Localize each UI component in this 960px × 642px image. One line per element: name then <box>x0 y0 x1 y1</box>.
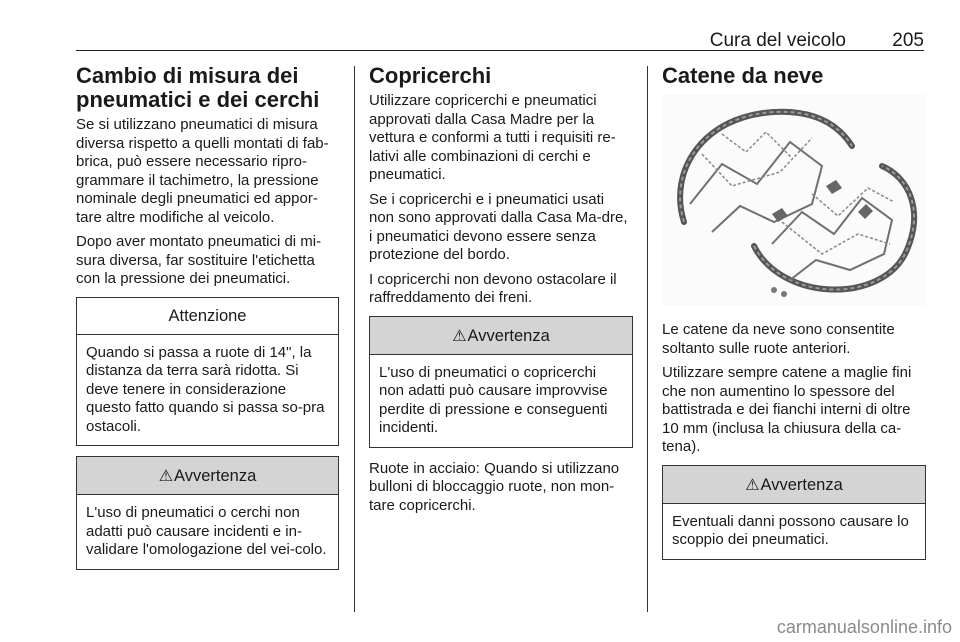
paragraph: Utilizzare sempre catene a maglie fini che non aumentino lo spessore del battistrada e dei fianchi interni di oltre 10 mm (inclusa la chiusura della ca-tena). <box>662 364 912 455</box>
column-snow-chains <box>662 64 926 560</box>
warning-header <box>77 457 338 495</box>
paragraph: Le catene da neve sono consentite soltanto sulle ruote anteriori. <box>662 321 895 357</box>
section-title: Cura del veicolo <box>709 30 846 51</box>
warning-title: Avvertenza <box>467 326 550 345</box>
snow-chain-illustration <box>662 94 926 306</box>
warning-box <box>76 456 339 570</box>
warning-icon: ⚠ <box>158 468 174 485</box>
warning-box <box>369 316 633 448</box>
warning-body: L'uso di pneumatici o copricerchi non adatti può causare improvvise perdite di pressione e conseguenti incidenti. <box>379 363 608 436</box>
paragraph: Dopo aver montato pneumatici di mi-sura diversa, far sostituire l'etichetta con la pressione dei pneumatici. <box>76 233 322 287</box>
watermark: carmanualsonline.info <box>776 617 952 637</box>
warning-header <box>663 466 925 504</box>
warning-icon: ⚠ <box>745 476 760 494</box>
warning-box <box>662 465 926 560</box>
warning-title: Avvertenza <box>760 475 843 494</box>
warning-header <box>370 317 632 355</box>
heading-snow-chains: Catene da neve <box>662 63 824 88</box>
column-divider <box>354 66 355 612</box>
paragraph: Se si utilizzano pneumatici di misura diversa rispetto a quelli montati di fab-brica, può essere necessario ripro-grammare il tachimetro, la pressione nominale degli pneumatici ed appor-tare altre modifiche al veicolo. <box>76 116 329 226</box>
page-header <box>76 28 924 51</box>
heading-tyre-size: Cambio di misura dei pneumatici e dei cerchi <box>76 63 320 112</box>
notice-body: Quando si passa a ruote di 14", la distanza da terra sarà ridotta. Si deve tenere in considerazione questo fatto quando si passa so-pra ostacoli. <box>86 343 325 435</box>
paragraph: Ruote in acciaio: Quando si utilizzano bulloni di bloccaggio ruote, non mon-tare copricerchi. <box>369 459 620 514</box>
notice-title: Attenzione <box>77 298 338 335</box>
page-number: 205 <box>892 30 924 51</box>
warning-body: L'uso di pneumatici o cerchi non adatti può causare incidenti e in-validare l'omologazione del vei-colo. <box>86 504 327 558</box>
warning-icon: ⚠ <box>452 327 467 345</box>
warning-body: Eventuali danni possono causare lo scoppio dei pneumatici. <box>672 512 909 548</box>
column-wheel-covers <box>369 64 633 521</box>
warning-title: Avvertenza <box>174 467 257 485</box>
paragraph: Se i copricerchi e i pneumatici usati non sono approvati dalla Casa Ma-dre, i pneumatici devono essere senza protezione del bordo. <box>369 190 628 263</box>
notice-box <box>76 297 339 447</box>
paragraph: Utilizzare copricerchi e pneumatici approvati dalla Casa Madre per la vettura e conformi a tutti i requisiti re-lativi alle combinazioni di cerchi e pneumatici. <box>369 92 616 183</box>
heading-wheel-covers: Copricerchi <box>369 63 492 88</box>
column-tyre-size <box>76 64 339 570</box>
paragraph: I copricerchi non devono ostacolare il raffreddamento dei freni. <box>369 270 617 306</box>
column-divider <box>647 66 648 612</box>
